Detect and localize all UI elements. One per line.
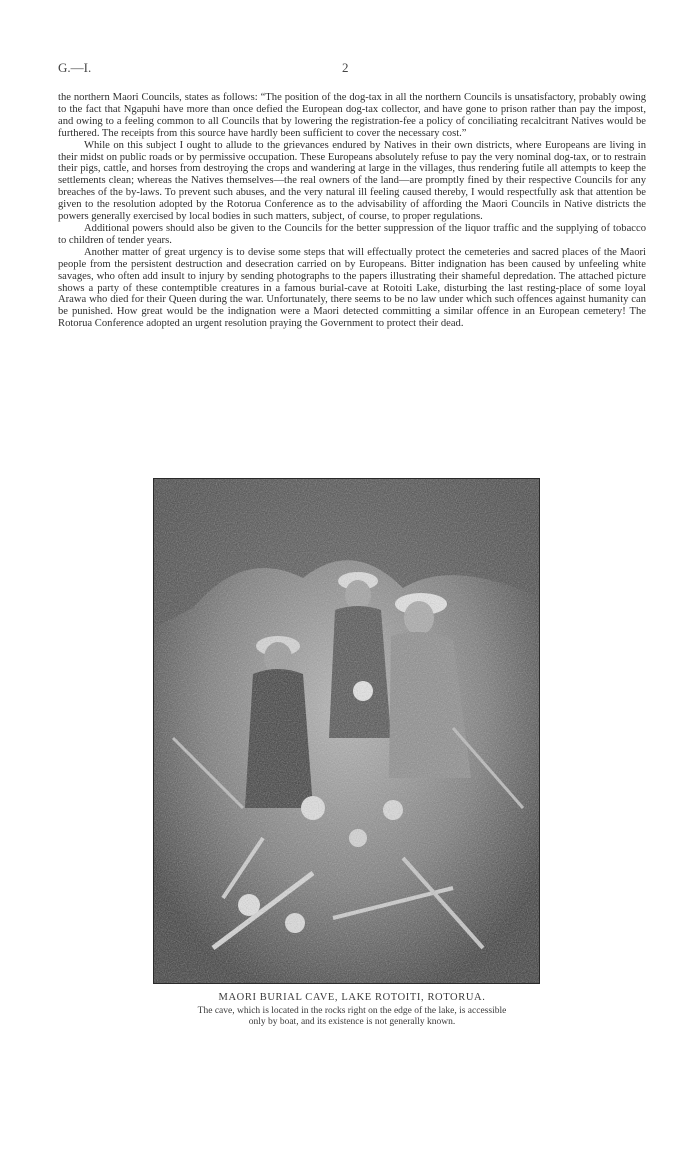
caption-title: MAORI BURIAL CAVE, LAKE ROTOITI, ROTORUA. — [218, 992, 486, 1003]
figure-caption — [58, 992, 646, 1028]
photograph-image — [153, 478, 540, 984]
paragraph-2: While on this subject I ought to allude to the grievances endured by Natives in their own districts, where Europeans are living in their midst on public roads or by permissive occupation. These Europeans absolutely refuse to pay the very nominal dog-tax, or to restrain their pigs, cattle, and horses from destroying the crops and wandering at large in the villages, thus rendering futile all attempts to keep the settlements clean; whereas the Natives themselves—the real owners of the land—are promptly fined by their respective Councils for any breaches of the by-laws. To prevent such abuses, and the very natural ill feeling caused thereby, I would respectfully ask that attention be given to the resolution adopted by the Rotorua Conference as to the advisability of affording the Maori Councils in Native districts the powers generally exercised by local bodies in such matters, subject, of course, to proper regulations. — [58, 139, 646, 223]
page-number: 2 — [342, 60, 349, 75]
burial-cave-photograph — [153, 478, 540, 984]
caption-line-2: only by boat, and its existence is not generally known. — [248, 1017, 456, 1027]
caption-line-1: The cave, which is located in the rocks right on the edge of the lake, is accessible — [197, 1006, 507, 1016]
caption-description — [58, 1006, 646, 1028]
paragraph-3: Additional powers should also be given to the Councils for the better suppression of the liquor traffic and the supplying of tobacco to children of tender years. — [58, 222, 646, 246]
document-reference: G.—I. — [58, 60, 92, 75]
paragraph-4: Another matter of great urgency is to devise some steps that will effectually protect the cemeteries and sacred places of the Maori people from the persistent destruction and desecration carried on by Europeans. Bitter indignation has been caused by unfeeling white savages, who often add insult to injury by sending photographs to the papers illustrating their shameful depredation. The attached picture shows a party of these contemptible creatures in a famous burial-cave at Rotoiti Lake, disturbing the last resting-place of some loyal Arawa who died for their Queen during the war. Unfortunately, there seems to be no law under which such offences against humanity can be punished. How great would be the indignation were a Maori detected committing a similar offence in an European cemetery! The Rotorua Conference adopted an urgent resolution praying the Government to protect their dead. — [58, 246, 646, 330]
body-text — [58, 92, 646, 330]
paragraph-1: the northern Maori Councils, states as follows: “The position of the dog-tax in all the northern Councils is unsatisfactory, probably owing to the fact that Ngapuhi have more than once defied the European dog-tax collector, and have gone to prison rather than pay the impost, and owing to a feeling common to all Councils that by lowering the registration-fee a policy of conciliating recalcitrant Natives would be furthered. The receipts from this source have hardly been sufficient to cover the necessary cost.” — [58, 92, 646, 139]
